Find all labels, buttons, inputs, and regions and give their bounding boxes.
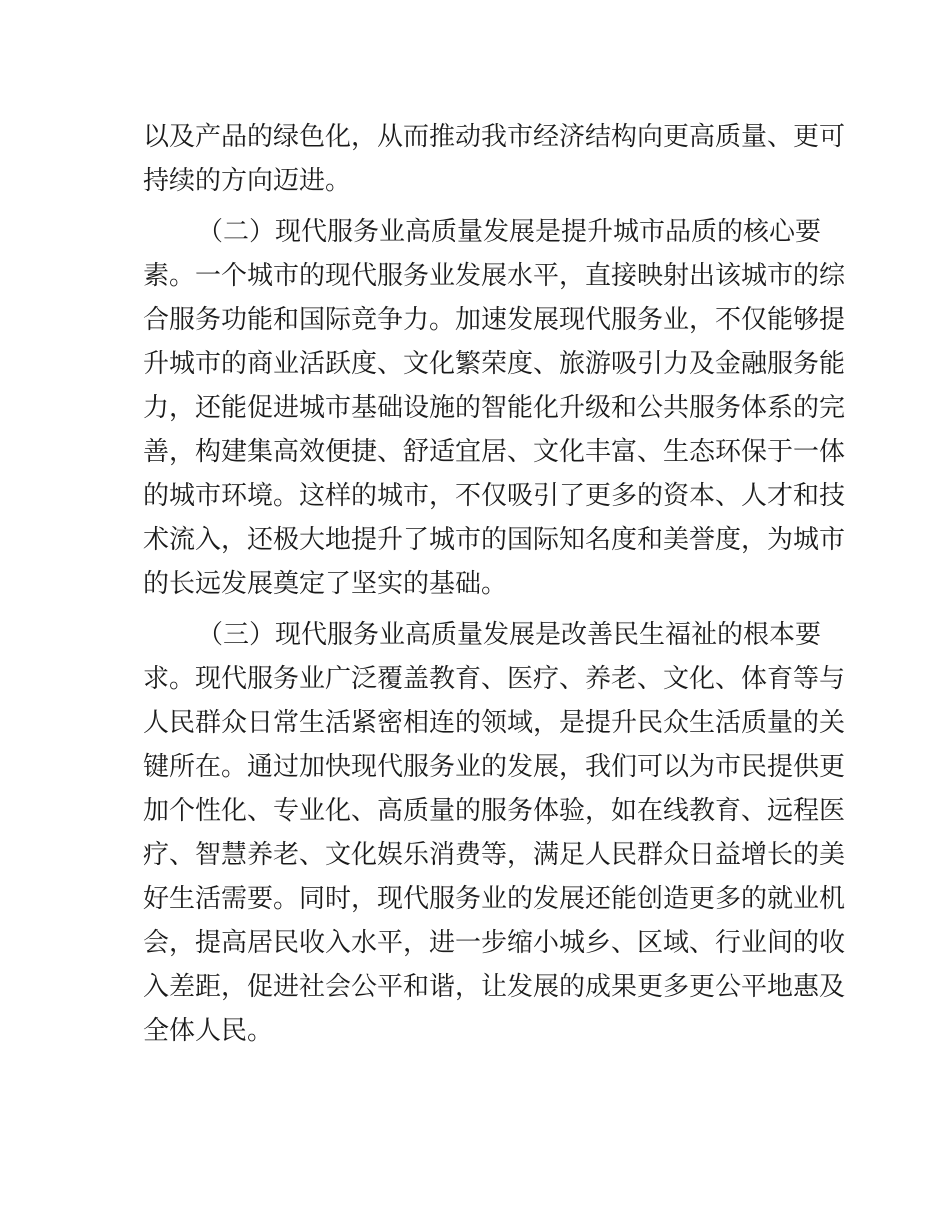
paragraph-1 bbox=[143, 115, 846, 203]
paragraph-line: 善，构建集高效便捷、舒适宜居、文化丰富、生态环保于一体 bbox=[143, 437, 846, 467]
paragraph-line: 加个性化、专业化、高质量的服务体验，如在线教育、远程医 bbox=[143, 796, 846, 826]
paragraph-2 bbox=[143, 210, 846, 606]
paragraph-line: 素。一个城市的现代服务业发展水平，直接映射出该城市的综 bbox=[143, 261, 846, 291]
paragraph-line: 疗、智慧养老、文化娱乐消费等，满足人民群众日益增长的美 bbox=[143, 840, 846, 870]
paragraph-heading-line: （三）现代服务业高质量发展是改善民生福祉的根本要 bbox=[197, 620, 822, 650]
paragraph-line: 的城市环境。这样的城市，不仅吸引了更多的资本、人才和技 bbox=[143, 481, 846, 511]
paragraph-line: 好生活需要。同时，现代服务业的发展还能创造更多的就业机 bbox=[143, 884, 846, 914]
paragraph-line: 入差距，促进社会公平和谐，让发展的成果更多更公平地惠及 bbox=[143, 972, 846, 1002]
paragraph-line: 力，还能促进城市基础设施的智能化升级和公共服务体系的完 bbox=[143, 393, 846, 423]
paragraph-line: 以及产品的绿色化，从而推动我市经济结构向更高质量、更可 bbox=[143, 122, 846, 152]
paragraph-line: 求。现代服务业广泛覆盖教育、医疗、养老、文化、体育等与 bbox=[143, 664, 846, 694]
paragraph-line: 键所在。通过加快现代服务业的发展，我们可以为市民提供更 bbox=[143, 752, 846, 782]
paragraph-line: 全体人民。 bbox=[143, 1016, 274, 1046]
document-body bbox=[143, 115, 846, 1053]
paragraph-line: 术流入，还极大地提升了城市的国际知名度和美誉度，为城市 bbox=[143, 525, 846, 555]
paragraph-heading-line: （二）现代服务业高质量发展是提升城市品质的核心要 bbox=[197, 217, 822, 247]
paragraph-line: 合服务功能和国际竞争力。加速发展现代服务业，不仅能够提 bbox=[143, 305, 846, 335]
paragraph-line: 持续的方向迈进。 bbox=[143, 166, 352, 196]
paragraph-line: 升城市的商业活跃度、文化繁荣度、旅游吸引力及金融服务能 bbox=[143, 349, 846, 379]
paragraph-3 bbox=[143, 613, 846, 1053]
paragraph-line: 的长远发展奠定了坚实的基础。 bbox=[143, 569, 508, 599]
paragraph-line: 人民群众日常生活紧密相连的领域，是提升民众生活质量的关 bbox=[143, 708, 846, 738]
paragraph-line: 会，提高居民收入水平，进一步缩小城乡、区域、行业间的收 bbox=[143, 928, 846, 958]
